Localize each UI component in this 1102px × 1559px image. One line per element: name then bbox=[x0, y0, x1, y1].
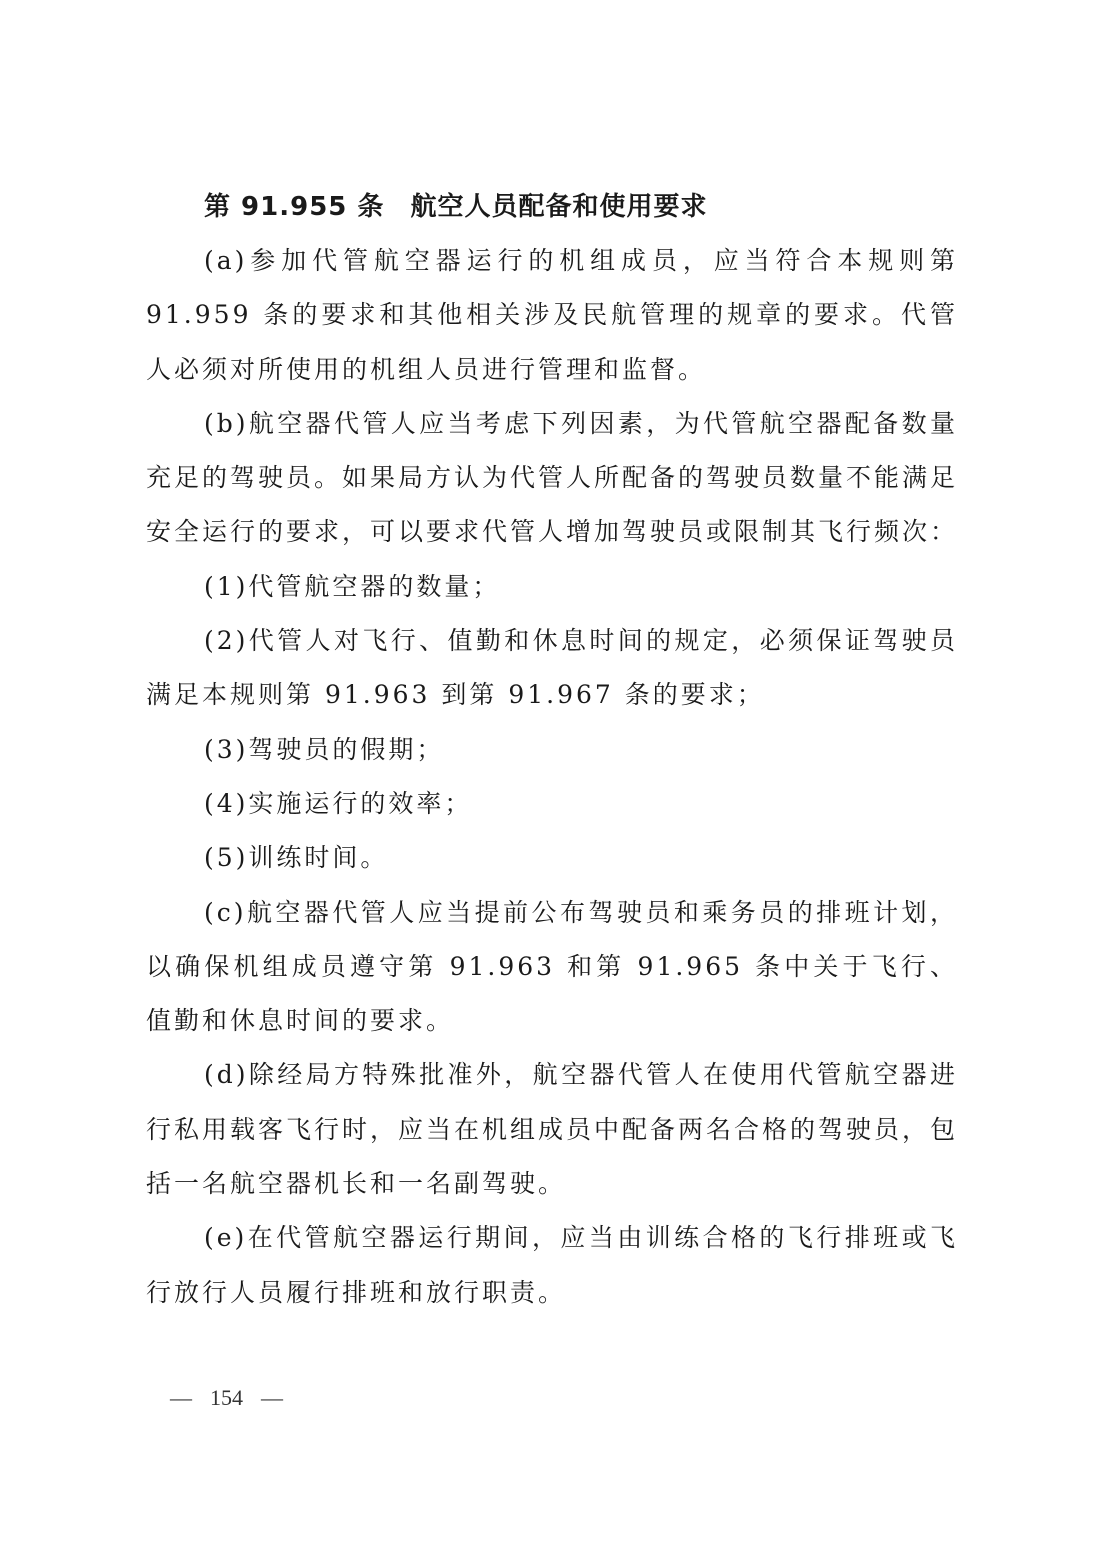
paragraph-b: (b)航空器代管人应当考虑下列因素，为代管航空器配备数量充足的驾驶员。如果局方认为代管人所配备的驾驶员数量不能满足安全运行的要求，可以要求代管人增加驾驶员或限制其飞行频次： bbox=[146, 408, 959, 547]
article-title bbox=[146, 180, 958, 234]
paragraph-b-2: (2)代管人对飞行、值勤和休息时间的规定，必须保证驾驶员满足本规则第 91.963 到第 91.967 条的要求； bbox=[146, 626, 958, 710]
document-body bbox=[146, 180, 958, 1320]
article-heading: 航空人员配备和使用要求 bbox=[410, 192, 708, 222]
paragraph-a: (a)参加代管航空器运行的机组成员，应当符合本规则第 91.959 条的要求和其他相关涉及民航管理的规章的要求。代管人必须对所使用的机组人员进行管理和监督。 bbox=[146, 246, 958, 384]
footer-dash-right: — bbox=[261, 1385, 283, 1410]
page-footer bbox=[170, 1385, 283, 1411]
paragraph-b-1: (1)代管航空器的数量； bbox=[204, 571, 501, 601]
paragraph-b-3: (3)驾驶员的假期； bbox=[204, 734, 445, 764]
footer-dash-left: — bbox=[170, 1385, 192, 1410]
paragraph-b-5: (5)训练时间。 bbox=[204, 843, 389, 873]
paragraph-d: (d)除经局方特殊批准外，航空器代管人在使用代管航空器进行私用载客飞行时，应当在机组成员中配备两名合格的驾驶员，包括一名航空器机长和一名副驾驶。 bbox=[146, 1060, 959, 1199]
page-number: 154 bbox=[210, 1385, 243, 1410]
paragraph-e: (e)在代管航空器运行期间，应当由训练合格的飞行排班或飞行放行人员履行排班和放行职责。 bbox=[146, 1223, 958, 1307]
paragraph-c: (c)航空器代管人应当提前公布驾驶员和乘务员的排班计划，以确保机组成员遵守第 91.963 和第 91.965 条中关于飞行、值勤和休息时间的要求。 bbox=[146, 897, 958, 1036]
paragraph-b-4: (4)实施运行的效率； bbox=[204, 788, 473, 818]
article-number: 第 91.955 条 bbox=[204, 192, 385, 222]
